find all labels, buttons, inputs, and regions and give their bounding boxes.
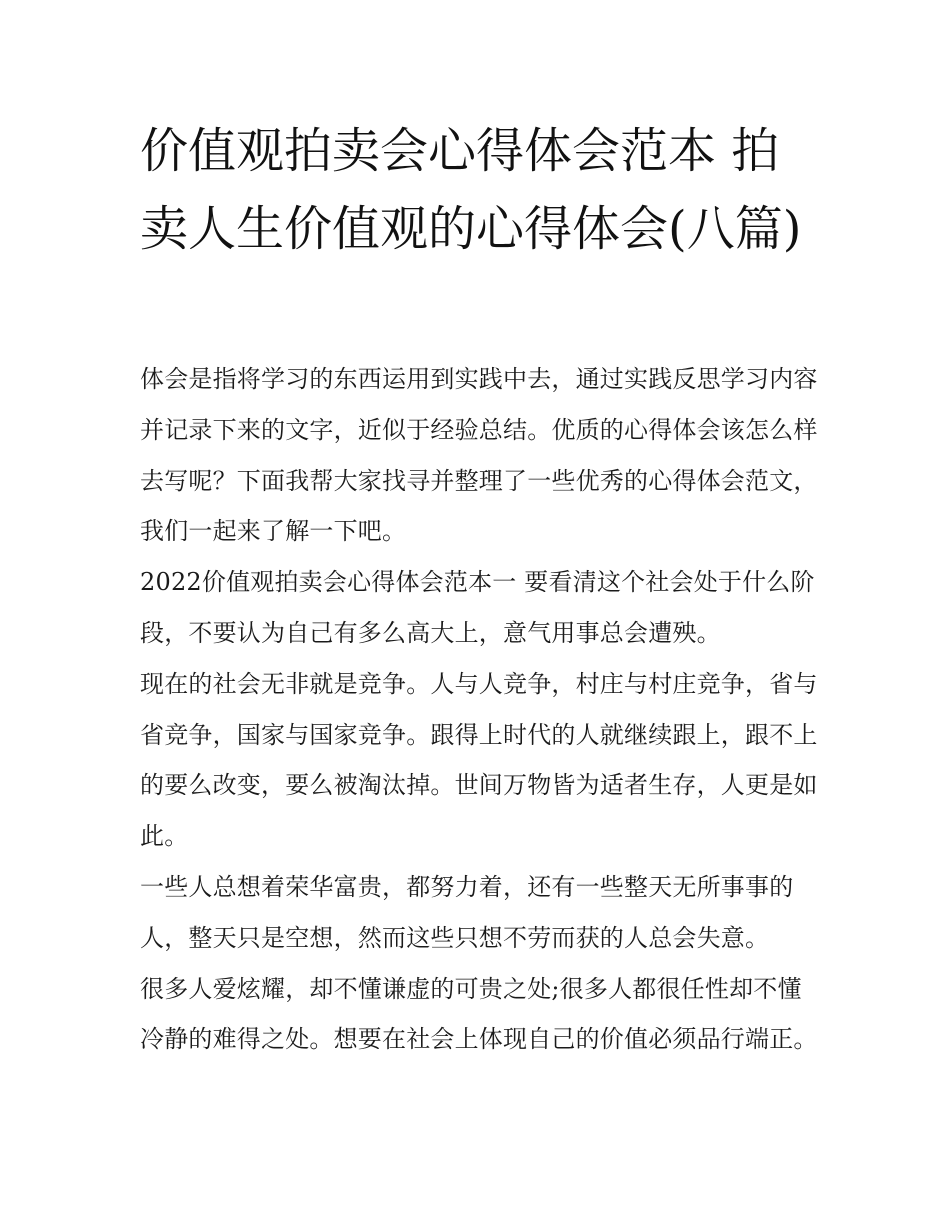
paragraph: 一些人总想着荣华富贵，都努力着，还有一些整天无所事事的人，整天只是空想，然而这些只想不劳而获的人总会失意。 bbox=[140, 872, 794, 952]
paragraph: 很多人爱炫耀，却不懂谦虚的可贵之处;很多人都很任性却不懂冷静的难得之处。想要在社会上体现自己的价值必须品行端正。 bbox=[140, 974, 818, 1054]
document-title: 价值观拍卖会心得体会范本 拍卖人生价值观的心得体会(八篇) bbox=[140, 123, 802, 257]
paragraph: 2022价值观拍卖会心得体会范本一 要看清这个社会处于什么阶段，不要认为自己有多么高大上，意气用事总会遭殃。 bbox=[140, 568, 815, 647]
paragraph: 现在的社会无非就是竞争。人与人竞争，村庄与村庄竞争，省与省竞争，国家与国家竞争。跟得上时代的人就继续跟上，跟不上的要么改变，要么被淘汰掉。世间万物皆为适者生存，人更是如此。 bbox=[140, 669, 818, 851]
paragraph: 体会是指将学习的东西运用到实践中去，通过实践反思学习内容并记录下来的文字，近似于经验总结。优质的心得体会该怎么样去写呢？下面我帮大家找寻并整理了一些优秀的心得体会范文，我们一起来了解一下吧。 bbox=[140, 365, 818, 546]
document-body bbox=[140, 354, 820, 1065]
